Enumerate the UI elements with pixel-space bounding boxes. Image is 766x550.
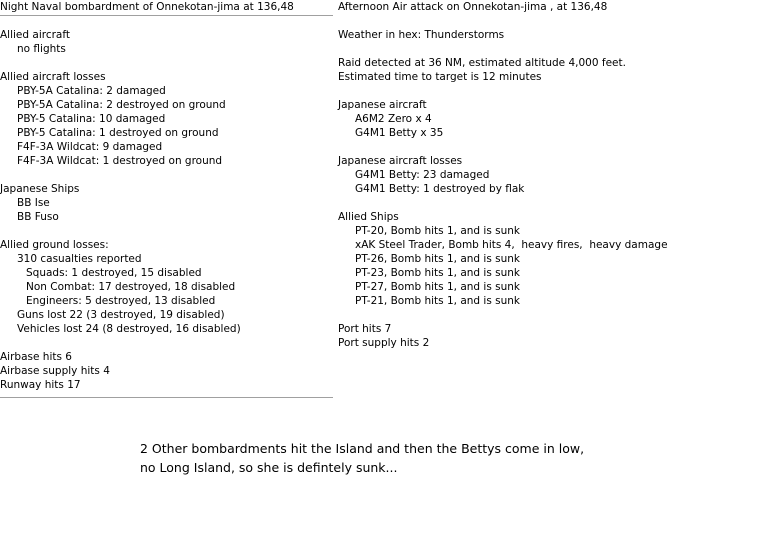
report-line: PBY-5 Catalina: 10 damaged xyxy=(17,113,166,125)
report-line: BB Fuso xyxy=(17,211,59,223)
report-line: F4F-3A Wildcat: 1 destroyed on ground xyxy=(17,155,223,167)
report-line: Estimated time to target is 12 minutes xyxy=(338,71,542,83)
report-line: Runway hits 17 xyxy=(0,379,81,391)
report-line: no flights xyxy=(17,43,66,55)
report-line: Allied ground losses: xyxy=(0,239,109,251)
comment-line-2: no Long Island, so she is defintely sunk... xyxy=(140,460,398,475)
report-line: PT-20, Bomb hits 1, and is sunk xyxy=(355,225,520,237)
report-line: F4F-3A Wildcat: 9 damaged xyxy=(17,141,163,153)
report-line: Guns lost 22 (3 destroyed, 19 disabled) xyxy=(17,309,225,321)
report-line: Allied aircraft xyxy=(0,29,70,41)
report-line: Vehicles lost 24 (8 destroyed, 16 disabled) xyxy=(17,323,241,335)
comment-line-1: 2 Other bombardments hit the Island and then the Bettys come in low, xyxy=(140,441,585,456)
report-line: Night Naval bombardment of Onnekotan-jima at 136,48 xyxy=(0,1,294,13)
report-line: PBY-5A Catalina: 2 damaged xyxy=(17,85,166,97)
report-line: G4M1 Betty: 23 damaged xyxy=(355,169,490,181)
report-line: Engineers: 5 destroyed, 13 disabled xyxy=(26,295,216,307)
report-line: Allied Ships xyxy=(338,211,399,223)
report-line: Raid detected at 36 NM, estimated altitude 4,000 feet. xyxy=(338,57,626,69)
left-report-top-rule xyxy=(0,15,333,16)
report-line: Weather in hex: Thunderstorms xyxy=(338,29,505,41)
report-line: Japanese aircraft losses xyxy=(338,155,463,167)
report-line: A6M2 Zero x 4 xyxy=(355,113,432,125)
report-line: PBY-5A Catalina: 2 destroyed on ground xyxy=(17,99,226,111)
report-line: PT-23, Bomb hits 1, and is sunk xyxy=(355,267,520,279)
report-line: PBY-5 Catalina: 1 destroyed on ground xyxy=(17,127,219,139)
report-line: BB Ise xyxy=(17,197,50,209)
report-line: Afternoon Air attack on Onnekotan-jima , at 136,48 xyxy=(338,1,608,13)
report-line: Port hits 7 xyxy=(338,323,392,335)
report-line: PT-27, Bomb hits 1, and is sunk xyxy=(355,281,520,293)
report-line: PT-21, Bomb hits 1, and is sunk xyxy=(355,295,520,307)
left-report-bottom-rule xyxy=(0,397,333,398)
report-line: G4M1 Betty x 35 xyxy=(355,127,444,139)
report-line: Squads: 1 destroyed, 15 disabled xyxy=(26,267,202,279)
report-line: xAK Steel Trader, Bomb hits 4, heavy fires, heavy damage xyxy=(355,239,668,251)
report-line: Japanese Ships xyxy=(0,183,80,195)
report-line: Non Combat: 17 destroyed, 18 disabled xyxy=(26,281,236,293)
report-line: Port supply hits 2 xyxy=(338,337,430,349)
report-line: Airbase supply hits 4 xyxy=(0,365,110,377)
report-line: Allied aircraft losses xyxy=(0,71,106,83)
report-line: PT-26, Bomb hits 1, and is sunk xyxy=(355,253,520,265)
report-line: 310 casualties reported xyxy=(17,253,142,265)
report-line: Japanese aircraft xyxy=(338,99,427,111)
report-line: Airbase hits 6 xyxy=(0,351,72,363)
report-line: G4M1 Betty: 1 destroyed by flak xyxy=(355,183,525,195)
